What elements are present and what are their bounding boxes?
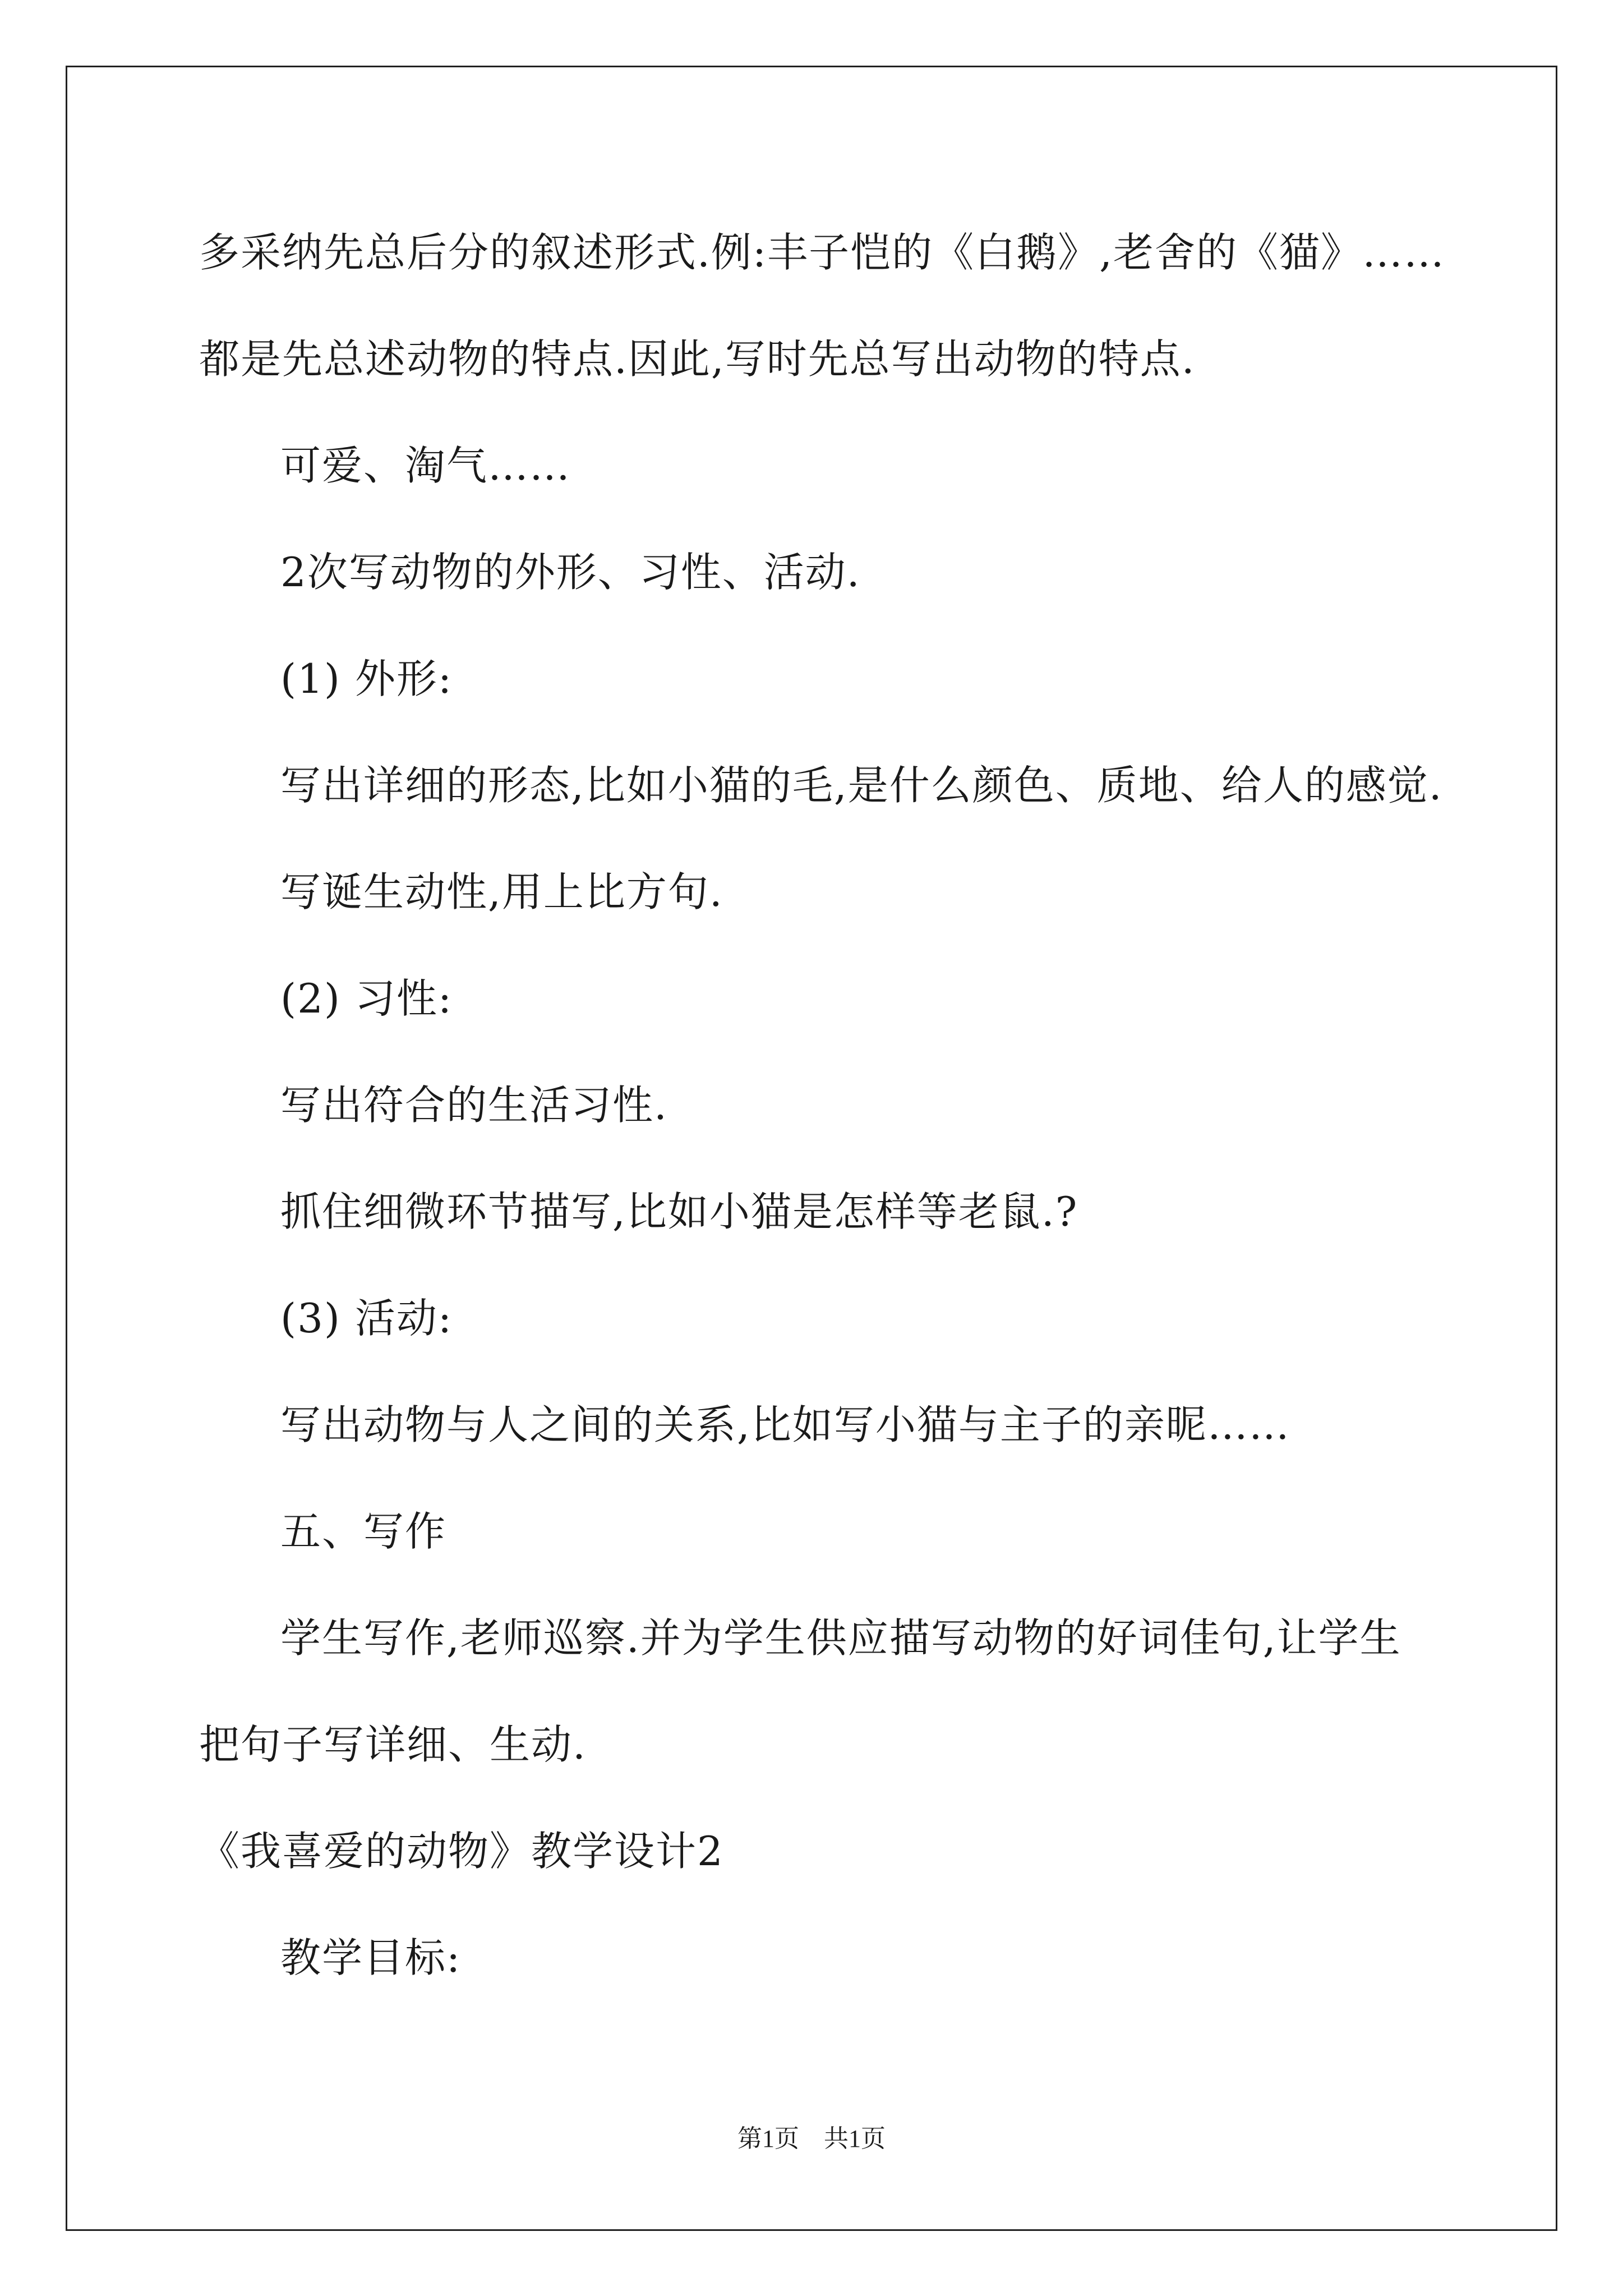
paragraph-line: 写诞生动性,用上比方句. [280, 868, 723, 915]
section-heading: (2) 习性: [280, 975, 453, 1022]
paragraph-line: 写出动物与人之间的关系,比如写小猫与主子的亲昵…… [280, 1401, 1290, 1448]
section-heading: (3) 活动: [280, 1295, 453, 1342]
paragraph-line: 多采纳先总后分的叙述形式.例:丰子恺的《白鹅》,老舍的《猫》…… [199, 229, 1446, 276]
page-border [66, 66, 1557, 2231]
section-heading: 五、写作 [280, 1508, 447, 1555]
paragraph-line: 2次写动物的外形、习性、活动. [280, 549, 861, 596]
paragraph-line: 写出符合的生活习性. [280, 1082, 668, 1129]
section-heading: 教学目标: [280, 1934, 462, 1981]
paragraph-line: 学生写作,老师巡察.并为学生供应描写动物的好词佳句,让学生 [280, 1614, 1401, 1662]
paragraph-line: 都是先总述动物的特点.因此,写时先总写出动物的特点. [199, 335, 1196, 383]
paragraph-line: 可爱、淘气…… [280, 442, 571, 489]
section-heading: (1) 外形: [280, 655, 453, 702]
paragraph-line: 写出详细的形态,比如小猫的毛,是什么颜色、质地、给人的感觉. [280, 762, 1443, 809]
page-footer [0, 2123, 1623, 2155]
page-number: 第1页 [737, 2125, 799, 2152]
page-total: 共1页 [824, 2125, 886, 2152]
document-title: 《我喜爱的动物》教学设计2 [199, 1828, 724, 1875]
paragraph-line: 抓住细微环节描写,比如小猫是怎样等老鼠.? [280, 1188, 1078, 1235]
paragraph-line: 把句子写详细、生动. [199, 1721, 587, 1768]
